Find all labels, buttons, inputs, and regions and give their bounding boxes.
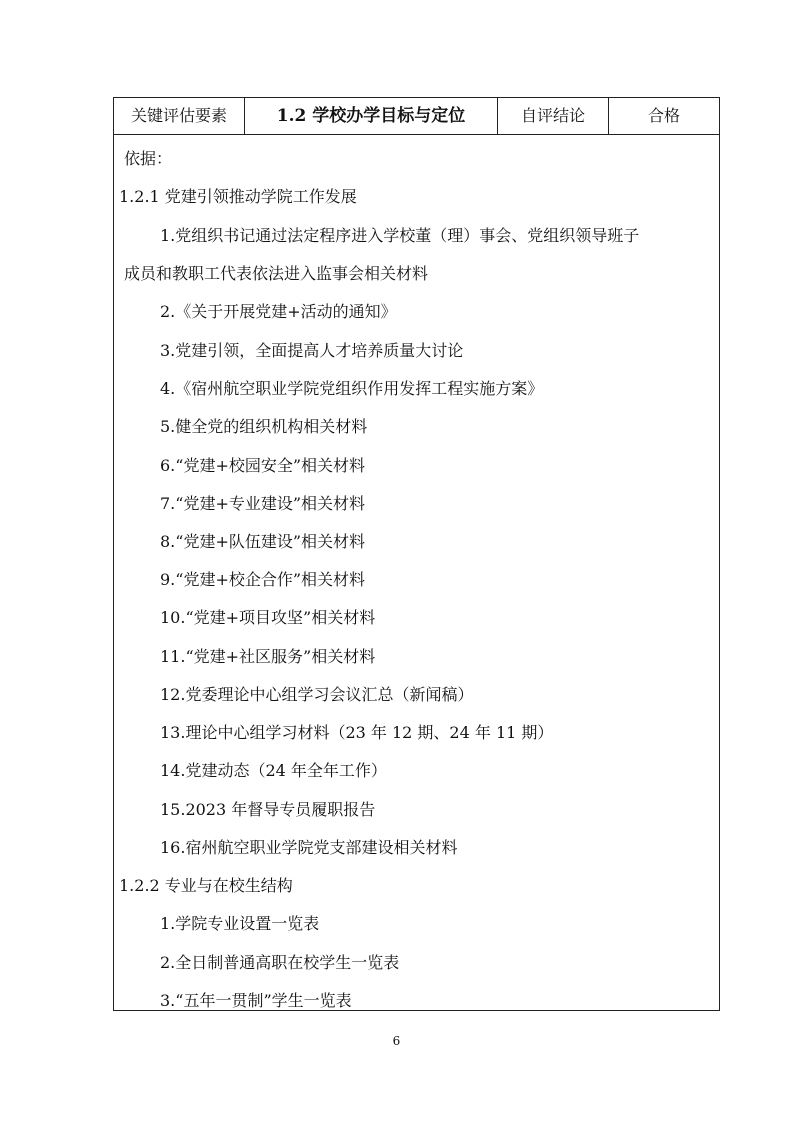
list-item: 5.健全党的组织机构相关材料 — [160, 417, 368, 436]
list-item: 10.“党建+项目攻坚”相关材料 — [160, 608, 376, 627]
element-title: 1.2 学校办学目标与定位 — [245, 98, 498, 134]
list-item: 14.党建动态（24 年全年工作） — [160, 761, 387, 780]
list-item: 15.2023 年督导专员履职报告 — [160, 800, 376, 819]
list-item: 3.党建引领，全面提高人才培养质量大讨论 — [160, 341, 464, 360]
list-item: 16.宿州航空职业学院党支部建设相关材料 — [160, 838, 458, 857]
self-eval-value: 合格 — [647, 106, 680, 125]
evaluation-table — [113, 97, 720, 1011]
list-item: 13.理论中心组学习材料（23 年 12 期、24 年 11 期） — [160, 723, 554, 742]
self-eval-label: 自评结论 — [498, 98, 609, 134]
list-item: 9.“党建+校企合作”相关材料 — [160, 570, 366, 589]
list-item: 6.“党建+校园安全”相关材料 — [160, 456, 366, 475]
list-item: 2.全日制普通高职在校学生一览表 — [160, 953, 400, 972]
list-item: 4.《宿州航空职业学院党组织作用发挥工程实施方案》 — [160, 379, 544, 398]
list-item: 成员和教职工代表依法进入监事会相关材料 — [124, 264, 429, 283]
page-number: 6 — [392, 1034, 401, 1048]
section-2-title: 1.2.2 专业与在校生结构 — [119, 876, 293, 895]
basis-label: 依据： — [124, 149, 173, 168]
list-item: 3.“五年一贯制”学生一览表 — [160, 991, 352, 1010]
list-item: 1.学院专业设置一览表 — [160, 914, 320, 933]
key-element-label: 关键评估要素 — [114, 98, 245, 134]
list-item: 2.《关于开展党建+活动的通知》 — [160, 302, 397, 321]
table-header-row — [114, 98, 719, 135]
list-item: 7.“党建+专业建设”相关材料 — [160, 494, 366, 513]
list-item: 12.党委理论中心组学习会议汇总（新闻稿） — [160, 685, 474, 704]
section-1-title: 1.2.1 党建引领推动学院工作发展 — [119, 187, 357, 206]
list-item: 1.党组织书记通过法定程序进入学校董（理）事会、党组织领导班子 — [160, 226, 640, 245]
list-item: 11.“党建+社区服务”相关材料 — [160, 647, 376, 666]
list-item: 8.“党建+队伍建设”相关材料 — [160, 532, 366, 551]
